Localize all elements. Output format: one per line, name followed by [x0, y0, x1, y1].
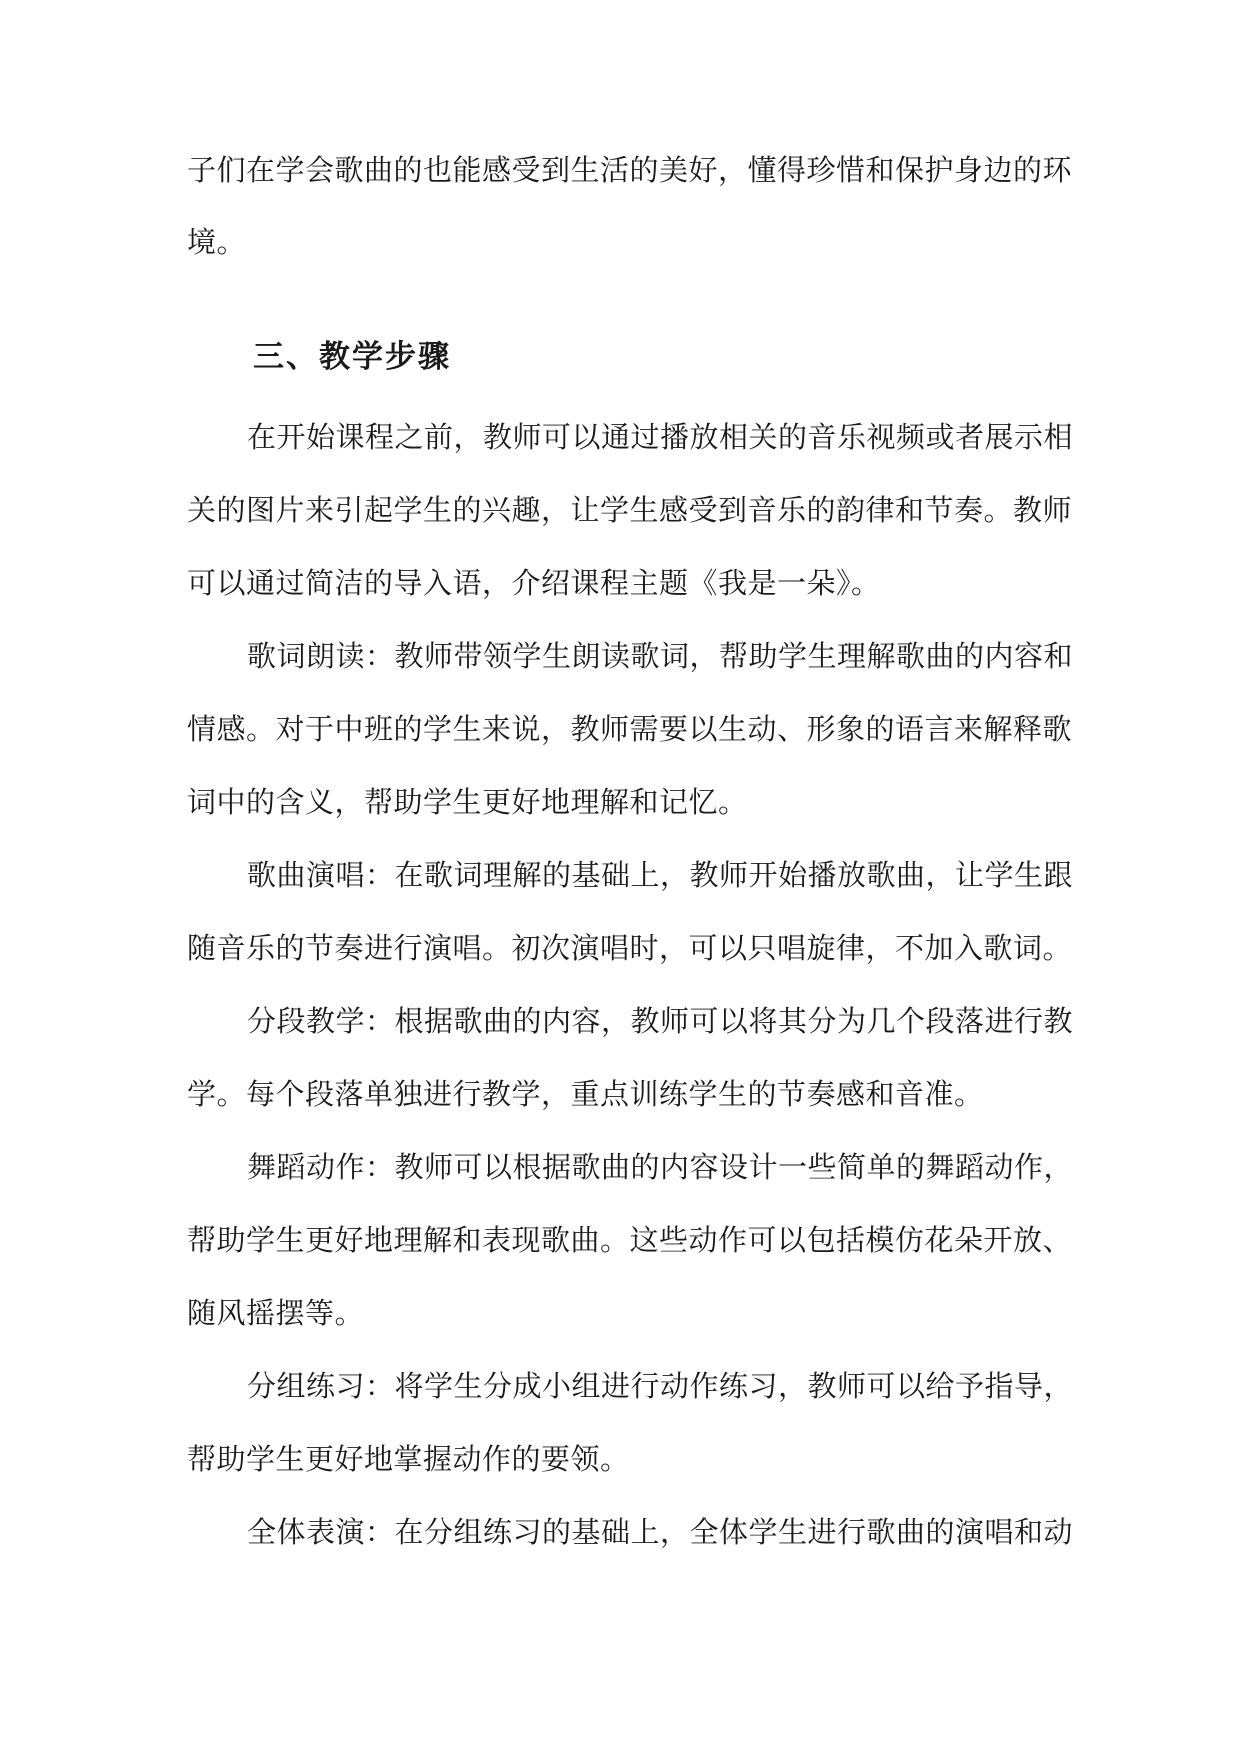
- paragraph-line: 关的图片来引起学生的兴趣，让学生感受到音乐的韵律和节奏。教师: [187, 493, 1073, 527]
- paragraph-line: 帮助学生更好地掌握动作的要领。: [187, 1442, 630, 1476]
- paragraph-line: 情感。对于中班的学生来说，教师需要以生动、形象的语言来解释歌: [187, 712, 1073, 746]
- section-heading: 三、教学步骤: [253, 339, 451, 375]
- paragraph-line: 分段教学：根据歌曲的内容，教师可以将其分为几个段落进行教: [247, 1004, 1074, 1038]
- paragraph-line: 子们在学会歌曲的也能感受到生活的美好，懂得珍惜和保护身边的环: [187, 153, 1073, 187]
- paragraph-line: 随风摇摆等。: [187, 1296, 365, 1330]
- paragraph-line: 帮助学生更好地理解和表现歌曲。这些动作可以包括模仿花朵开放、: [187, 1223, 1073, 1257]
- paragraph-line: 可以通过简洁的导入语，介绍课程主题《我是一朵》。: [187, 566, 881, 600]
- paragraph-line: 境。: [187, 225, 247, 259]
- paragraph-line: 分组练习：将学生分成小组进行动作练习，教师可以给予指导，: [247, 1369, 1074, 1403]
- paragraph-line: 舞蹈动作：教师可以根据歌曲的内容设计一些简单的舞蹈动作，: [247, 1150, 1074, 1184]
- paragraph-line: 歌曲演唱：在歌词理解的基础上，教师开始播放歌曲，让学生跟: [247, 858, 1074, 892]
- paragraph-line: 全体表演：在分组练习的基础上，全体学生进行歌曲的演唱和动: [247, 1515, 1074, 1549]
- paragraph-line: 词中的含义，帮助学生更好地理解和记忆。: [187, 785, 748, 819]
- paragraph-line: 学。每个段落单独进行教学，重点训练学生的节奏感和音准。: [187, 1077, 984, 1111]
- paragraph-line: 歌词朗读：教师带领学生朗读歌词，帮助学生理解歌曲的内容和: [247, 639, 1074, 673]
- paragraph-line: 随音乐的节奏进行演唱。初次演唱时，可以只唱旋律，不加入歌词。: [187, 931, 1073, 965]
- paragraph-line: 在开始课程之前，教师可以通过播放相关的音乐视频或者展示相: [247, 420, 1074, 454]
